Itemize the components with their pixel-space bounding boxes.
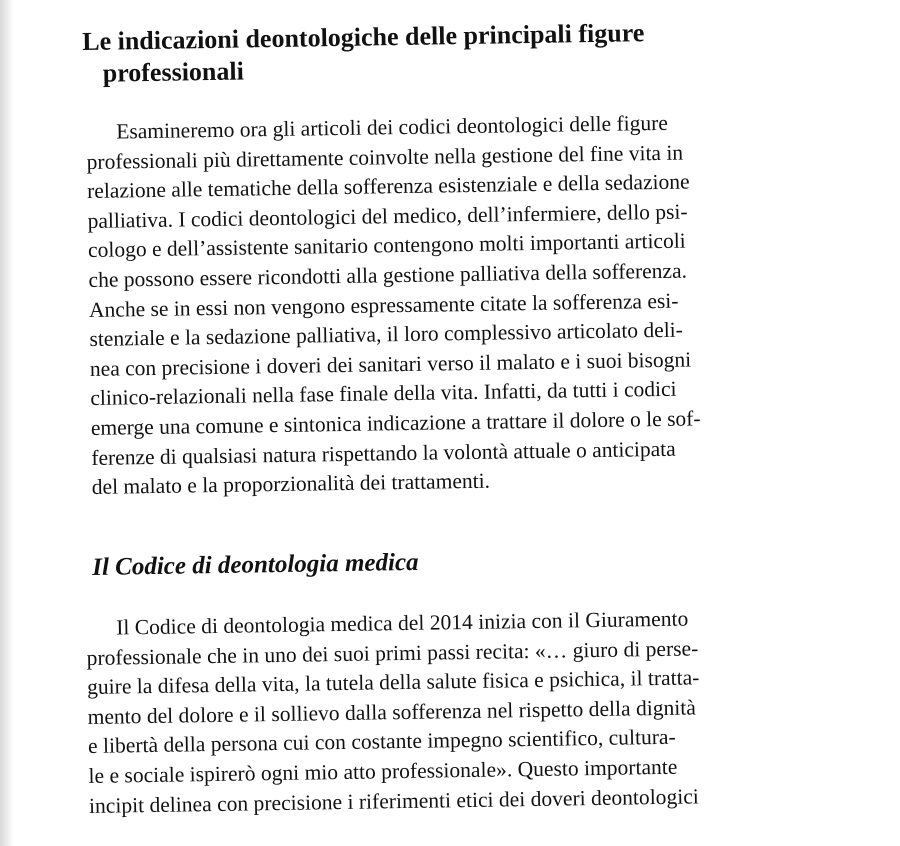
text-line: emerge una comune e sintonica indicazione a trattare il dolore o le sof-: [90, 406, 701, 440]
text-line: mento del dolore e il sollievo dalla sofferenza nel rispetto della dignità: [87, 695, 697, 729]
text-line: palliativa. I codici deontologici del medico, dell’infermiere, dello psi-: [87, 199, 688, 233]
text-line: e libertà della persona cui con costante impegno scientifico, cultura-: [87, 725, 676, 759]
text-line: professionale che in uno dei suoi primi passi recita: «… giuro di perse-: [86, 635, 699, 670]
text-line: ferenze di qualsiasi natura rispettando la volontà attuale o anticipata: [91, 436, 676, 470]
text-line: guire la difesa della vita, la tutela della salute fisica e psichica, il tratta-: [86, 665, 700, 700]
text-line: le e sociale ispirerò ogni mio atto professionale». Questo importante: [88, 754, 678, 788]
text-line: incipit delinea con precisione i riferimenti etici dei doveri deontologici: [88, 783, 699, 818]
text-line: Anche se in essi non vengono espressamente citate la sofferenza esi-: [88, 288, 679, 322]
text-line: stenziale e la sedazione palliativa, il loro complessivo articolato deli-: [89, 317, 684, 352]
text-line: professionali più direttamente coinvolte nella gestione del fine vita in: [86, 140, 684, 174]
intro-paragraph: [86, 107, 792, 503]
text-line: del malato e la proporzionalità dei trattamenti.: [91, 468, 491, 500]
text-line: che possono essere ricondotti alla gestione palliativa della sofferenza.: [88, 258, 688, 292]
codice-medico-paragraph: [86, 603, 789, 821]
section-heading: [82, 15, 763, 90]
text-line: Esamineremo ora gli articoli dei codici deontologici delle figure: [116, 110, 668, 144]
text-line: Il Codice di deontologia medica del 2014 inizia con il Giuramento: [116, 606, 689, 640]
section-heading-line-2: professionali: [102, 56, 245, 88]
section-heading-line-1: Le indicazioni deontologiche delle principali figure: [82, 18, 645, 56]
text-line: relazione alle tematiche della sofferenza esistenziale e della sedazione: [86, 169, 690, 204]
text-line: nea con precisione i doveri dei sanitari verso il malato e i suoi bisogni: [89, 347, 692, 381]
text-line: cologo e dell’assistente sanitario contengono molti importanti articoli: [87, 228, 686, 263]
subsection-heading: Il Codice di deontologia medica: [92, 548, 419, 581]
text-line: clinico-relazionali nella fase finale della vita. Infatti, da tutti i codici: [90, 377, 677, 411]
